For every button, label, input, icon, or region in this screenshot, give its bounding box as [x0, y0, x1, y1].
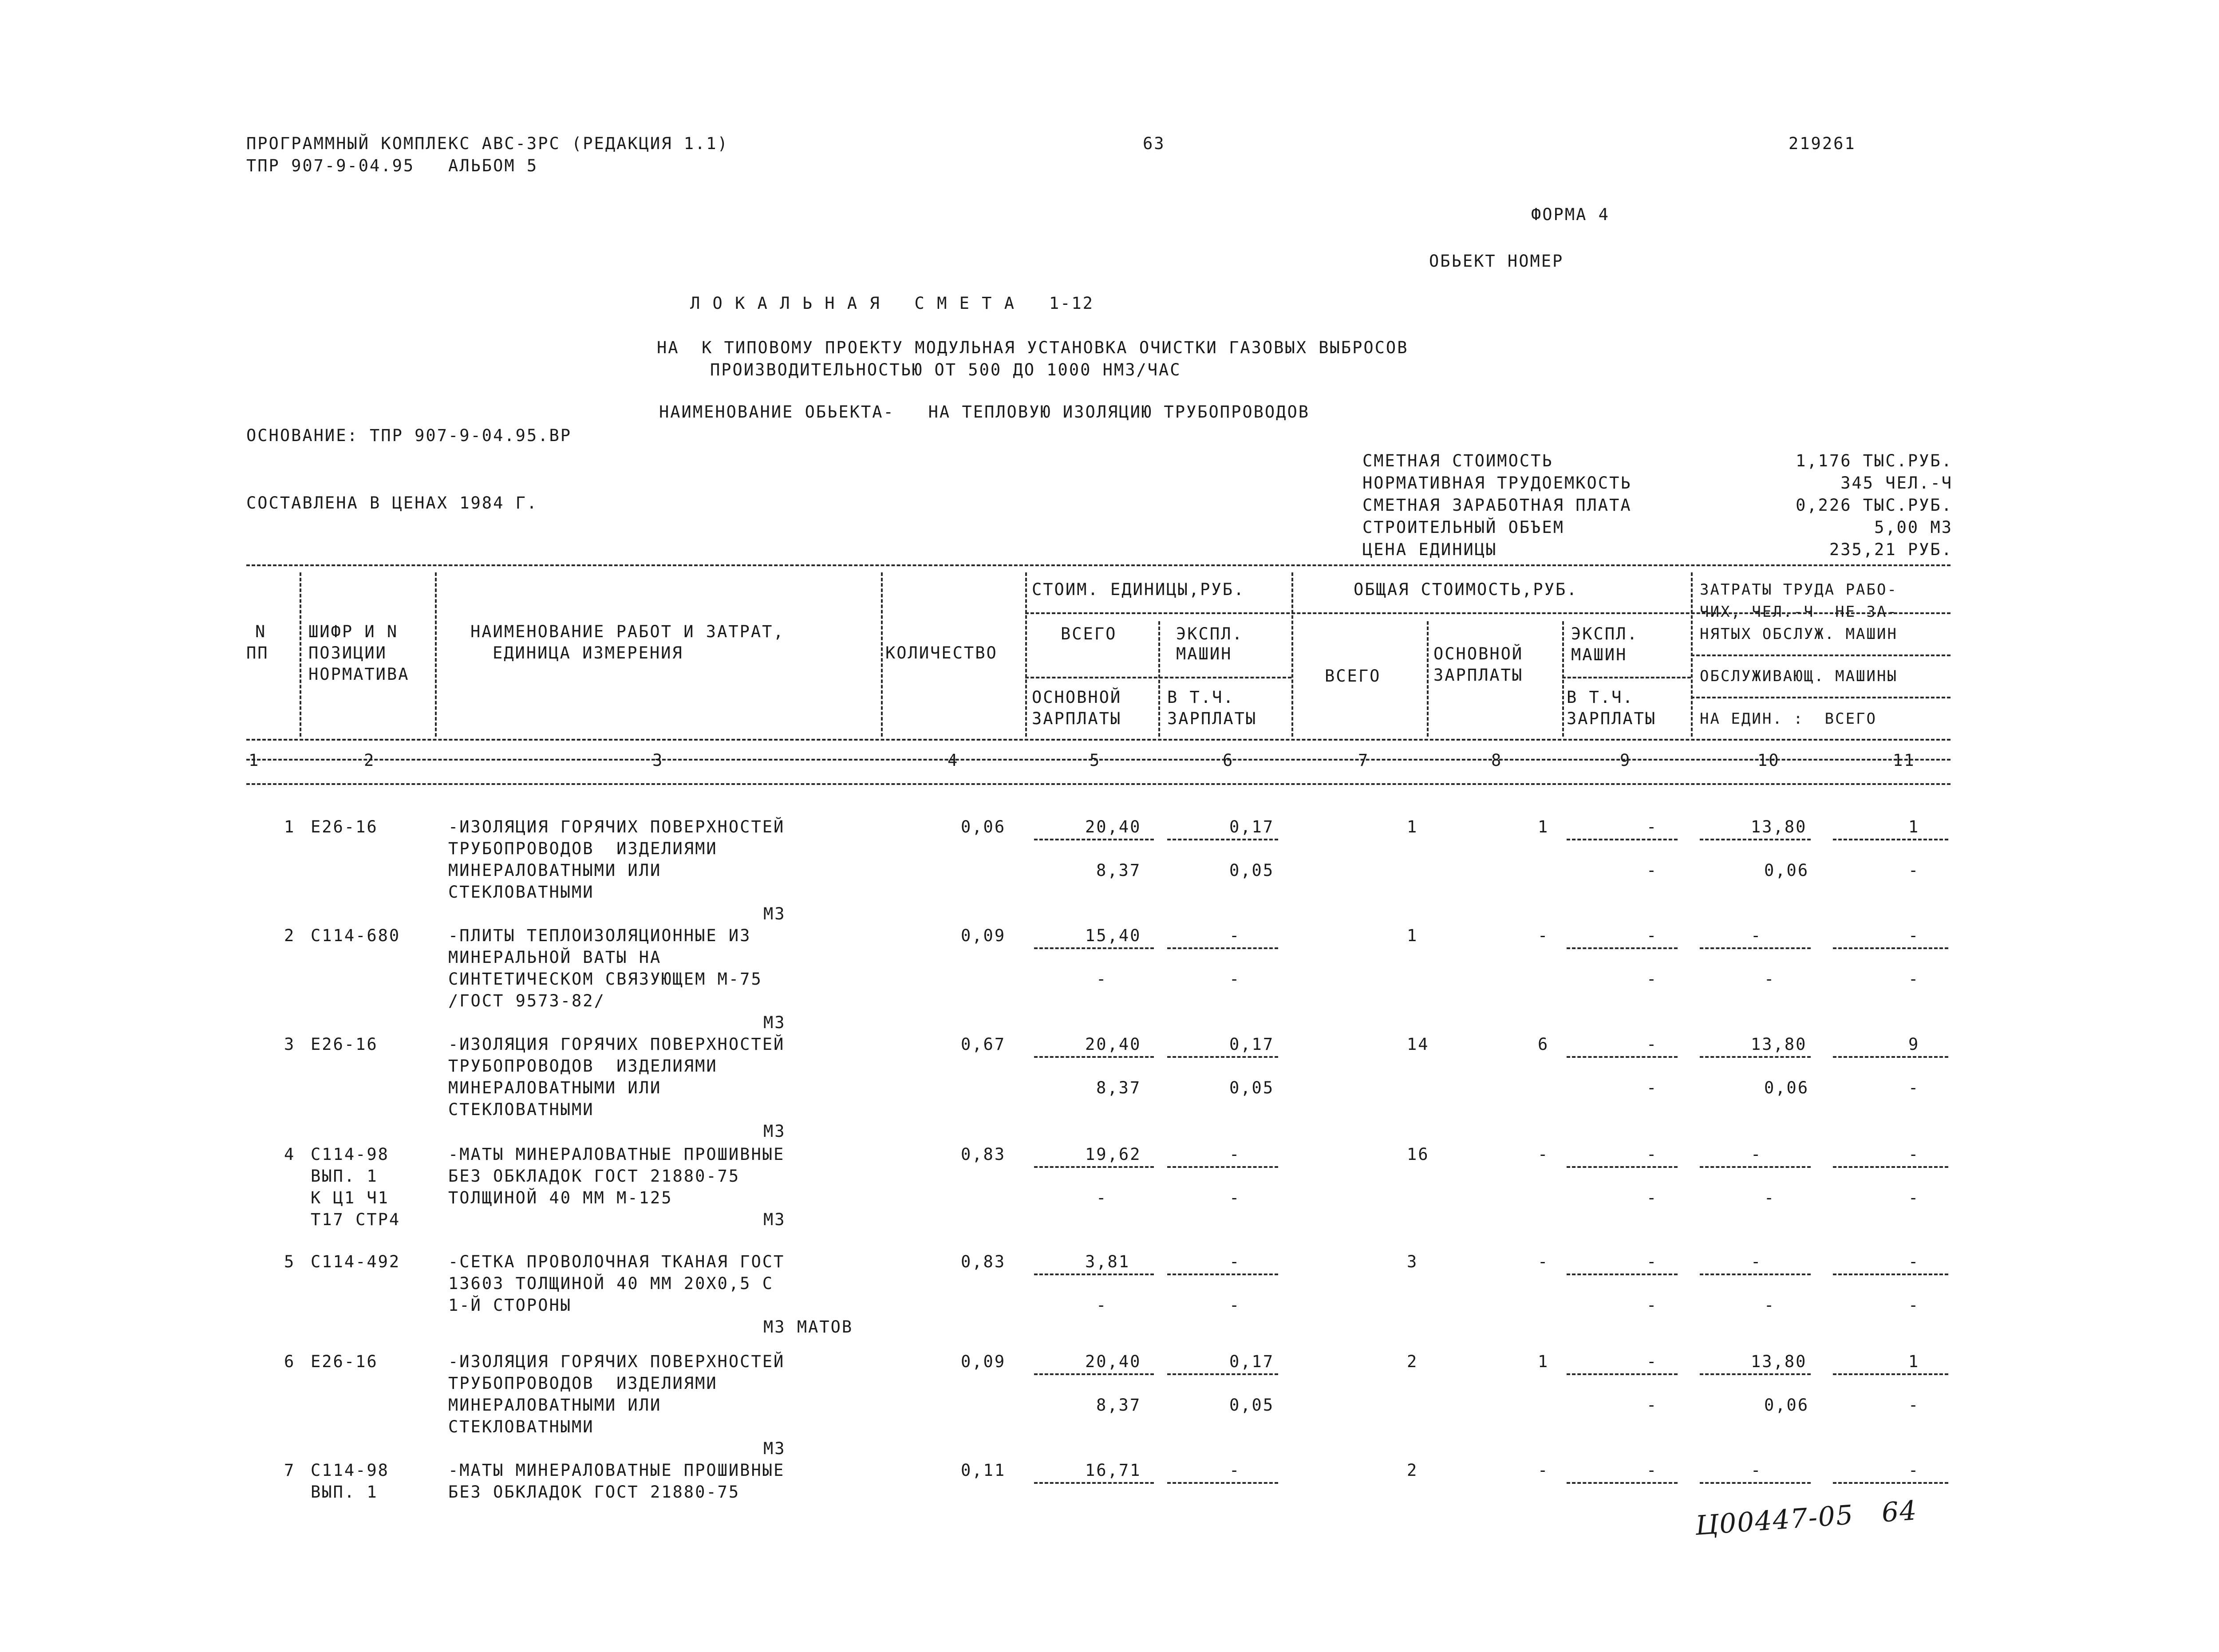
summary-label: СМЕТНАЯ ЗАРАБОТНАЯ ПЛАТА [1362, 496, 1632, 515]
row-number: 4 [284, 1145, 296, 1164]
row-name: СТЕКЛОВАТНЫМИ [448, 883, 594, 902]
row-mach-wage: - [1646, 1078, 1658, 1097]
row-code: С114-98 [311, 1145, 389, 1164]
hdr-total-cost: ОБЩАЯ СТОИМОСТЬ,РУБ. [1354, 580, 1578, 599]
row-qty: 0,09 [961, 926, 1006, 945]
row-labor-total: 1 [1908, 1352, 1920, 1371]
column-number: 8 [1491, 751, 1503, 770]
row-cost-mach: 0,17 [1229, 1035, 1275, 1054]
basis-line: ОСНОВАНИЕ: ТПР 907-9-04.95.ВР [246, 426, 572, 445]
row-code: С114-492 [311, 1252, 401, 1271]
hdr-osn-1: ОСНОВНОЙ [1032, 688, 1122, 707]
prices-year: СОСТАВЛЕНА В ЦЕНАХ 1984 Г. [246, 493, 538, 513]
hdr-vsego: ВСЕГО [1061, 624, 1117, 643]
summary-label: СТРОИТЕЛЬНЫЙ ОБЪЕМ [1362, 518, 1564, 537]
row-name: СТЕКЛОВАТНЫМИ [448, 1417, 594, 1436]
form-label: ФОРМА 4 [1531, 205, 1610, 224]
summary-value: 0,226 ТЫС.РУБ. [1796, 496, 1953, 515]
row-cost-total: 20,40 [1085, 1035, 1141, 1054]
row-labor-mach-unit: - [1764, 1188, 1776, 1207]
row-cost-wage: 8,37 [1096, 1078, 1141, 1097]
row-name: -ИЗОЛЯЦИЯ ГОРЯЧИХ ПОВЕРХНОСТЕЙ [448, 817, 785, 836]
row-cost-total: 19,62 [1085, 1145, 1141, 1164]
summary-label: СМЕТНАЯ СТОИМОСТЬ [1362, 451, 1553, 470]
row-number: 2 [284, 926, 296, 945]
row-total-mach: - [1646, 817, 1658, 836]
row-name: 13603 ТОЛЩИНОЙ 40 ММ 20Х0,5 С [448, 1274, 774, 1293]
row-total-mach: - [1646, 1252, 1658, 1271]
column-number: 7 [1358, 751, 1370, 770]
row-code: ВЫП. 1 [311, 1482, 378, 1502]
row-cost-mach-wage: - [1229, 1188, 1241, 1207]
row-cost-wage: - [1096, 1296, 1108, 1315]
document-number: 219261 [1789, 134, 1856, 153]
row-labor-unit: - [1751, 1461, 1762, 1480]
row-total: 3 [1407, 1252, 1418, 1271]
row-name: МИНЕРАЛОВАТНЫМИ ИЛИ [448, 1078, 662, 1097]
row-labor-mach-unit: 0,06 [1764, 1396, 1809, 1415]
row-mach-wage: - [1646, 861, 1658, 880]
hdr-expl-2: МАШИН [1176, 644, 1232, 663]
hdr-unit-cost: СТОИМ. ЕДИНИЦЫ,РУБ. [1032, 580, 1245, 599]
row-total-mach: - [1646, 1461, 1658, 1480]
row-total-mach: - [1646, 926, 1658, 945]
row-name: МИНЕРАЛЬНОЙ ВАТЫ НА [448, 948, 662, 967]
row-total-mach: - [1646, 1145, 1658, 1164]
row-labor-mach-total: - [1908, 1296, 1920, 1315]
row-total: 1 [1407, 926, 1418, 945]
row-cost-mach: 0,17 [1229, 1352, 1275, 1371]
summary-value: 5,00 М3 [1874, 518, 1953, 537]
row-name: /ГОСТ 9573-82/ [448, 991, 605, 1010]
row-name: -СЕТКА ПРОВОЛОЧНАЯ ТКАНАЯ ГОСТ [448, 1252, 785, 1271]
row-name: ТРУБОПРОВОДОВ ИЗДЕЛИЯМИ [448, 1057, 718, 1076]
row-total-wage: - [1538, 1461, 1549, 1480]
hdr-pp: ПП [246, 643, 269, 662]
row-total-wage: - [1538, 926, 1549, 945]
row-labor-mach-total: - [1908, 1396, 1920, 1415]
row-labor-mach-total: - [1908, 861, 1920, 880]
row-name: ТОЛЩИНОЙ 40 ММ М-125 [448, 1188, 673, 1207]
hdr-obsl: ОБСЛУЖИВАЮЩ. МАШИНЫ [1700, 667, 1898, 685]
row-name: СТЕКЛОВАТНЫМИ [448, 1100, 594, 1119]
row-total-mach: - [1646, 1035, 1658, 1054]
row-name: -МАТЫ МИНЕРАЛОВАТНЫЕ ПРОШИВНЫЕ [448, 1145, 785, 1164]
row-cost-mach-wage: - [1229, 970, 1241, 989]
row-mach-wage: - [1646, 1396, 1658, 1415]
hdr-code-1: ШИФР И N [308, 622, 399, 641]
handwritten-note: Ц00447-05 64 [1694, 1495, 1919, 1542]
hdr-t-vsego: ВСЕГО [1325, 666, 1381, 686]
hdr-qty: КОЛИЧЕСТВО [885, 643, 998, 662]
hdr-name-1: НАИМЕНОВАНИЕ РАБОТ И ЗАТРАТ, [470, 622, 785, 641]
row-name: -МАТЫ МИНЕРАЛОВАТНЫЕ ПРОШИВНЫЕ [448, 1461, 785, 1480]
row-name: -ПЛИТЫ ТЕПЛОИЗОЛЯЦИОННЫЕ ИЗ [448, 926, 751, 945]
project-line-1: НА К ТИПОВОМУ ПРОЕКТУ МОДУЛЬНАЯ УСТАНОВКА ОЧИСТКИ ГАЗОВЫХ ВЫБРОСОВ [657, 338, 1409, 357]
row-qty: 0,67 [961, 1035, 1006, 1054]
row-code: Е26-16 [311, 817, 378, 836]
row-total: 2 [1407, 1461, 1418, 1480]
row-total: 14 [1407, 1035, 1429, 1054]
summary-value: 345 ЧЕЛ.-Ч [1840, 473, 1953, 493]
row-cost-total: 15,40 [1085, 926, 1141, 945]
row-total: 2 [1407, 1352, 1418, 1371]
row-name: БЕЗ ОБКЛАДОК ГОСТ 21880-75 [448, 1167, 740, 1186]
hdr-code-3: НОРМАТИВА [308, 665, 410, 684]
hdr-expl-1: ЭКСПЛ. [1176, 624, 1244, 643]
row-number: 5 [284, 1252, 296, 1271]
row-qty: 0,83 [961, 1145, 1006, 1164]
row-name: ТРУБОПРОВОДОВ ИЗДЕЛИЯМИ [448, 1374, 718, 1393]
row-cost-mach-wage: - [1229, 1296, 1241, 1315]
row-name: СИНТЕТИЧЕСКОМ СВЯЗУЮЩЕМ М-75 [448, 970, 762, 989]
row-labor-unit: - [1751, 1252, 1762, 1271]
hdr-n: N [255, 622, 267, 641]
row-number: 6 [284, 1352, 296, 1371]
row-labor-total: - [1908, 1252, 1920, 1271]
row-cost-mach-wage: 0,05 [1229, 1396, 1275, 1415]
object-number-label: ОБЬЕКТ НОМЕР [1429, 252, 1564, 271]
column-number: 4 [948, 751, 959, 770]
row-labor-mach-unit: - [1764, 970, 1776, 989]
row-total-wage: 1 [1538, 1352, 1549, 1371]
hdr-labor-2: ЧИХ, ЧЕЛ.-Ч НЕ ЗА- [1700, 603, 1898, 621]
row-labor-unit: - [1751, 1145, 1762, 1164]
row-cost-mach-wage: 0,05 [1229, 861, 1275, 880]
summary-label: НОРМАТИВНАЯ ТРУДОЕМКОСТЬ [1362, 473, 1632, 493]
row-labor-total: - [1908, 1145, 1920, 1164]
summary-value: 1,176 ТЫС.РУБ. [1796, 451, 1953, 470]
row-labor-unit: 13,80 [1751, 817, 1807, 836]
row-labor-mach-total: - [1908, 970, 1920, 989]
row-cost-total: 16,71 [1085, 1461, 1141, 1480]
row-labor-unit: 13,80 [1751, 1352, 1807, 1371]
row-name: МИНЕРАЛОВАТНЫМИ ИЛИ [448, 1396, 662, 1415]
row-total-wage: - [1538, 1145, 1549, 1164]
row-cost-mach: - [1229, 1252, 1241, 1271]
row-name: МИНЕРАЛОВАТНЫМИ ИЛИ [448, 861, 662, 880]
row-mach-wage: - [1646, 1188, 1658, 1207]
row-cost-wage: - [1096, 1188, 1108, 1207]
row-unit: М3 [763, 904, 786, 923]
hdr-t-vtch-1: В Т.Ч. [1567, 688, 1634, 707]
row-unit: М3 [763, 1439, 786, 1458]
column-number: 5 [1090, 751, 1101, 770]
hdr-vtch-1: В Т.Ч. [1167, 688, 1235, 707]
row-code: С114-680 [311, 926, 401, 945]
row-cost-wage: - [1096, 970, 1108, 989]
row-total-wage: 1 [1538, 817, 1549, 836]
tpr-line: ТПР 907-9-04.95 АЛЬБОМ 5 [246, 156, 538, 175]
hdr-code-2: ПОЗИЦИИ [308, 643, 387, 662]
row-cost-wage: 8,37 [1096, 861, 1141, 880]
object-name: НАИМЕНОВАНИЕ ОБЬЕКТА- НА ТЕПЛОВУЮ ИЗОЛЯЦИЮ ТРУБОПРОВОДОВ [659, 402, 1310, 422]
row-name: ТРУБОПРОВОДОВ ИЗДЕЛИЯМИ [448, 839, 718, 858]
row-code: К Ц1 Ч1 [311, 1188, 389, 1207]
row-cost-mach: 0,17 [1229, 817, 1275, 836]
row-cost-mach: - [1229, 1145, 1241, 1164]
row-labor-mach-total: - [1908, 1078, 1920, 1097]
row-labor-total: 9 [1908, 1035, 1920, 1054]
row-cost-total: 20,40 [1085, 817, 1141, 836]
hdr-t-vtch-2: ЗАРПЛАТЫ [1567, 709, 1657, 728]
row-mach-wage: - [1646, 970, 1658, 989]
row-cost-total: 3,81 [1085, 1252, 1130, 1271]
row-total-wage: 6 [1538, 1035, 1549, 1054]
row-cost-wage: 8,37 [1096, 1396, 1141, 1415]
hdr-name-2: ЕДИНИЦА ИЗМЕРЕНИЯ [493, 643, 683, 662]
estimate-title: Л О К А Л Ь Н А Я С М Е Т А 1-12 [690, 294, 1094, 313]
row-total-mach: - [1646, 1352, 1658, 1371]
row-number: 3 [284, 1035, 296, 1054]
hdr-labor-1: ЗАТРАТЫ ТРУДА РАБО- [1700, 581, 1898, 599]
row-labor-total: - [1908, 926, 1920, 945]
summary-value: 235,21 РУБ. [1829, 540, 1953, 559]
row-cost-total: 20,40 [1085, 1352, 1141, 1371]
row-cost-mach-wage: 0,05 [1229, 1078, 1275, 1097]
row-labor-mach-total: - [1908, 1188, 1920, 1207]
row-total: 1 [1407, 817, 1418, 836]
row-name: БЕЗ ОБКЛАДОК ГОСТ 21880-75 [448, 1482, 740, 1502]
row-cost-mach: - [1229, 926, 1241, 945]
hdr-t-expl-2: МАШИН [1571, 645, 1627, 664]
row-unit: М3 МАТОВ [763, 1317, 853, 1337]
row-labor-mach-unit: 0,06 [1764, 1078, 1809, 1097]
row-code: Т17 СТР4 [311, 1210, 401, 1229]
column-number: 2 [364, 751, 375, 770]
row-qty: 0,09 [961, 1352, 1006, 1371]
row-name: -ИЗОЛЯЦИЯ ГОРЯЧИХ ПОВЕРХНОСТЕЙ [448, 1352, 785, 1371]
hdr-t-osn-1: ОСНОВНОЙ [1433, 644, 1524, 663]
row-code: ВЫП. 1 [311, 1167, 378, 1186]
column-number: 10 [1757, 751, 1780, 770]
column-number: 6 [1223, 751, 1234, 770]
row-labor-mach-unit: - [1764, 1296, 1776, 1315]
hdr-vtch-2: ЗАРПЛАТЫ [1167, 709, 1257, 728]
row-number: 1 [284, 817, 296, 836]
column-number: 11 [1893, 751, 1915, 770]
row-name: 1-Й СТОРОНЫ [448, 1296, 572, 1315]
program-title: ПРОГРАММНЫЙ КОМПЛЕКС АВС-ЗРС (РЕДАКЦИЯ 1.1) [246, 134, 729, 153]
row-code: С114-98 [311, 1461, 389, 1480]
row-total-wage: - [1538, 1252, 1549, 1271]
row-mach-wage: - [1646, 1296, 1658, 1315]
summary-label: ЦЕНА ЕДИНИЦЫ [1362, 540, 1497, 559]
project-line-2: ПРОИЗВОДИТЕЛЬНОСТЬЮ ОТ 500 ДО 1000 НМ3/ЧАС [710, 360, 1181, 379]
row-code: Е26-16 [311, 1352, 378, 1371]
row-labor-total: - [1908, 1461, 1920, 1480]
row-labor-mach-unit: 0,06 [1764, 861, 1809, 880]
row-name: -ИЗОЛЯЦИЯ ГОРЯЧИХ ПОВЕРХНОСТЕЙ [448, 1035, 785, 1054]
row-unit: М3 [763, 1122, 786, 1141]
hdr-t-osn-2: ЗАРПЛАТЫ [1433, 666, 1524, 685]
row-labor-total: 1 [1908, 817, 1920, 836]
row-cost-mach: - [1229, 1461, 1241, 1480]
row-unit: М3 [763, 1210, 786, 1229]
row-number: 7 [284, 1461, 296, 1480]
column-number: 1 [249, 751, 260, 770]
page-number: 63 [1143, 134, 1165, 153]
hdr-t-expl-1: ЭКСПЛ. [1571, 624, 1639, 643]
row-code: Е26-16 [311, 1035, 378, 1054]
row-qty: 0,06 [961, 817, 1006, 836]
hdr-labor-3: НЯТЫХ ОБСЛУЖ. МАШИН [1700, 625, 1898, 643]
row-labor-unit: - [1751, 926, 1762, 945]
row-qty: 0,11 [961, 1461, 1006, 1480]
column-number: 9 [1620, 751, 1631, 770]
row-labor-unit: 13,80 [1751, 1035, 1807, 1054]
column-number: 3 [652, 751, 664, 770]
row-qty: 0,83 [961, 1252, 1006, 1271]
hdr-osn-2: ЗАРПЛАТЫ [1032, 709, 1122, 728]
row-total: 16 [1407, 1145, 1429, 1164]
row-unit: М3 [763, 1013, 786, 1032]
hdr-na-ed: НА ЕДИН. : ВСЕГО [1700, 710, 1877, 728]
